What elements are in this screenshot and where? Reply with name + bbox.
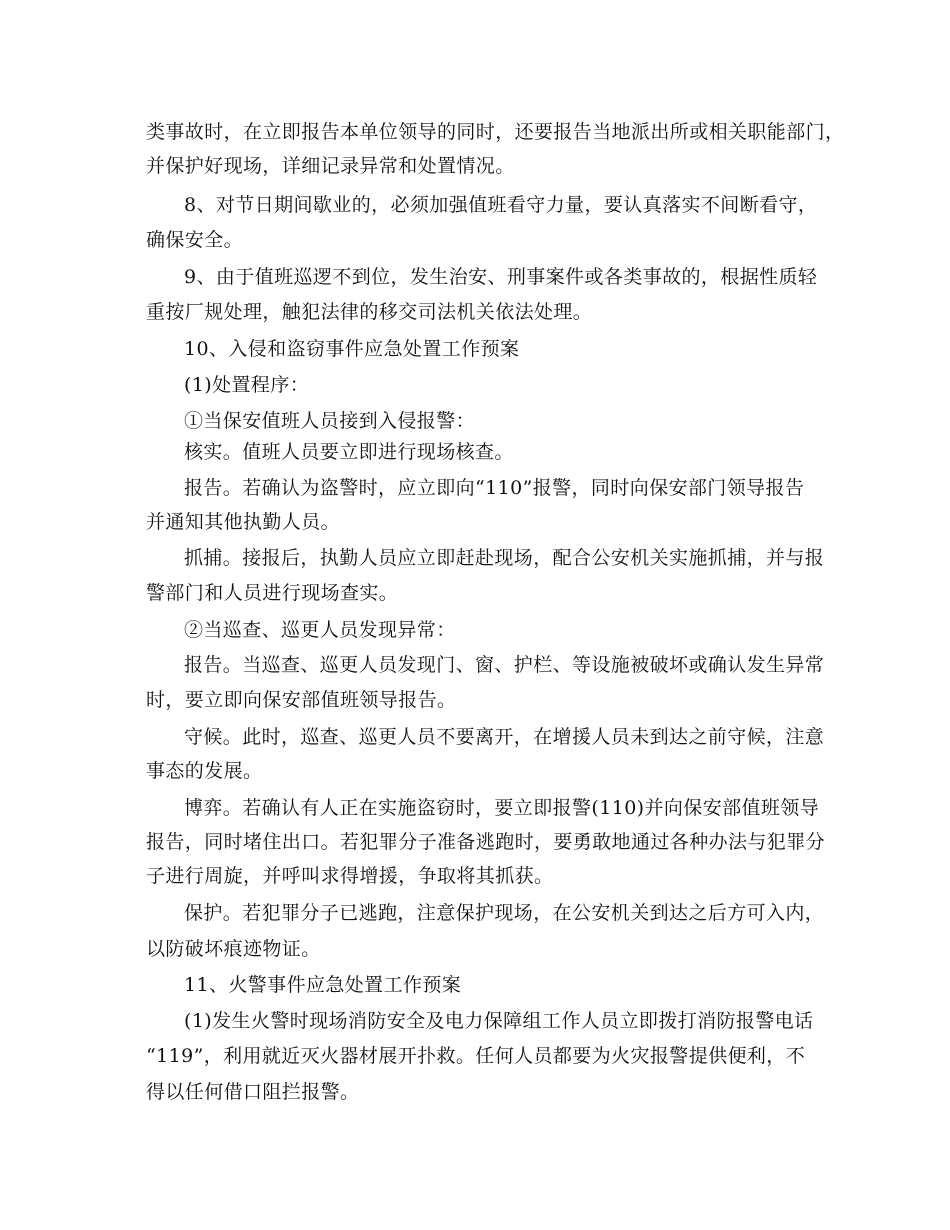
text-line: ①当保安值班人员接到入侵报警：: [184, 410, 476, 432]
text-line: 得以任何借口阻拦报警。: [146, 1081, 360, 1103]
text-line: 报告，同时堵住出口。若犯罪分子准备逃跑时，要勇敢地通过各种办法与犯罪分: [146, 831, 826, 853]
text-line: 8、对节日期间歇业的，必须加强值班看守力量，要认真落实不间断看守，: [184, 194, 818, 216]
text-line: 子进行周旋，并呼叫求得增援，争取将其抓获。: [146, 865, 554, 887]
text-line: 核实。值班人员要立即进行现场核查。: [184, 441, 514, 463]
text-line: 报告。当巡查、巡更人员发现门、窗、护栏、等设施被破坏或确认发生异常: [184, 654, 825, 676]
text-line: (1)发生火警时现场消防安全及电力保障组工作人员立即拨打消防报警电话: [184, 1010, 814, 1032]
text-line: 时，要立即向保安部值班领导报告。: [146, 689, 457, 711]
text-line: 事态的发展。: [146, 760, 263, 782]
text-line: (1)处置程序：: [184, 374, 310, 396]
text-line: 确保安全。: [146, 229, 244, 251]
text-line: 并通知其他执勤人员。: [146, 511, 341, 533]
text-line: 抓捕。接报后，执勤人员应立即赶赴现场，配合公安机关实施抓捕，并与报: [184, 547, 825, 569]
text-line: “119”，利用就近灭火器材展开扑救。任何人员都要为火灾报警提供便利，不: [146, 1045, 806, 1067]
text-line: 报告。若确认为盗警时，应立即向“110”报警，同时向保安部门领导报告: [184, 477, 805, 499]
text-line: 保护。若犯罪分子已逃跑，注意保护现场，在公安机关到达之后方可入内，: [184, 902, 825, 924]
text-line: 并保护好现场，详细记录异常和处置情况。: [146, 155, 515, 177]
section-heading: 10、入侵和盗窃事件应急处置工作预案: [184, 338, 520, 360]
text-line: 守候。此时，巡查、巡更人员不要离开，在增援人员未到达之前守候，注意: [184, 726, 825, 748]
text-line: ②当巡查、巡更人员发现异常：: [184, 619, 456, 641]
text-line: 警部门和人员进行现场查实。: [146, 582, 399, 604]
text-line: 以防破坏痕迹物证。: [146, 938, 321, 960]
section-heading: 11、火警事件应急处置工作预案: [184, 974, 462, 996]
text-line: 博弈。若确认有人正在实施盗窃时，要立即报警(110)并向保安部值班领导: [184, 797, 820, 819]
text-line: 9、由于值班巡逻不到位，发生治安、刑事案件或各类事故的，根据性质轻: [184, 266, 818, 288]
text-line: 类事故时，在立即报告本单位领导的同时，还要报告当地派出所或相关职能部门，: [146, 121, 845, 143]
text-line: 重按厂规处理，触犯法律的移交司法机关依法处理。: [146, 301, 593, 323]
